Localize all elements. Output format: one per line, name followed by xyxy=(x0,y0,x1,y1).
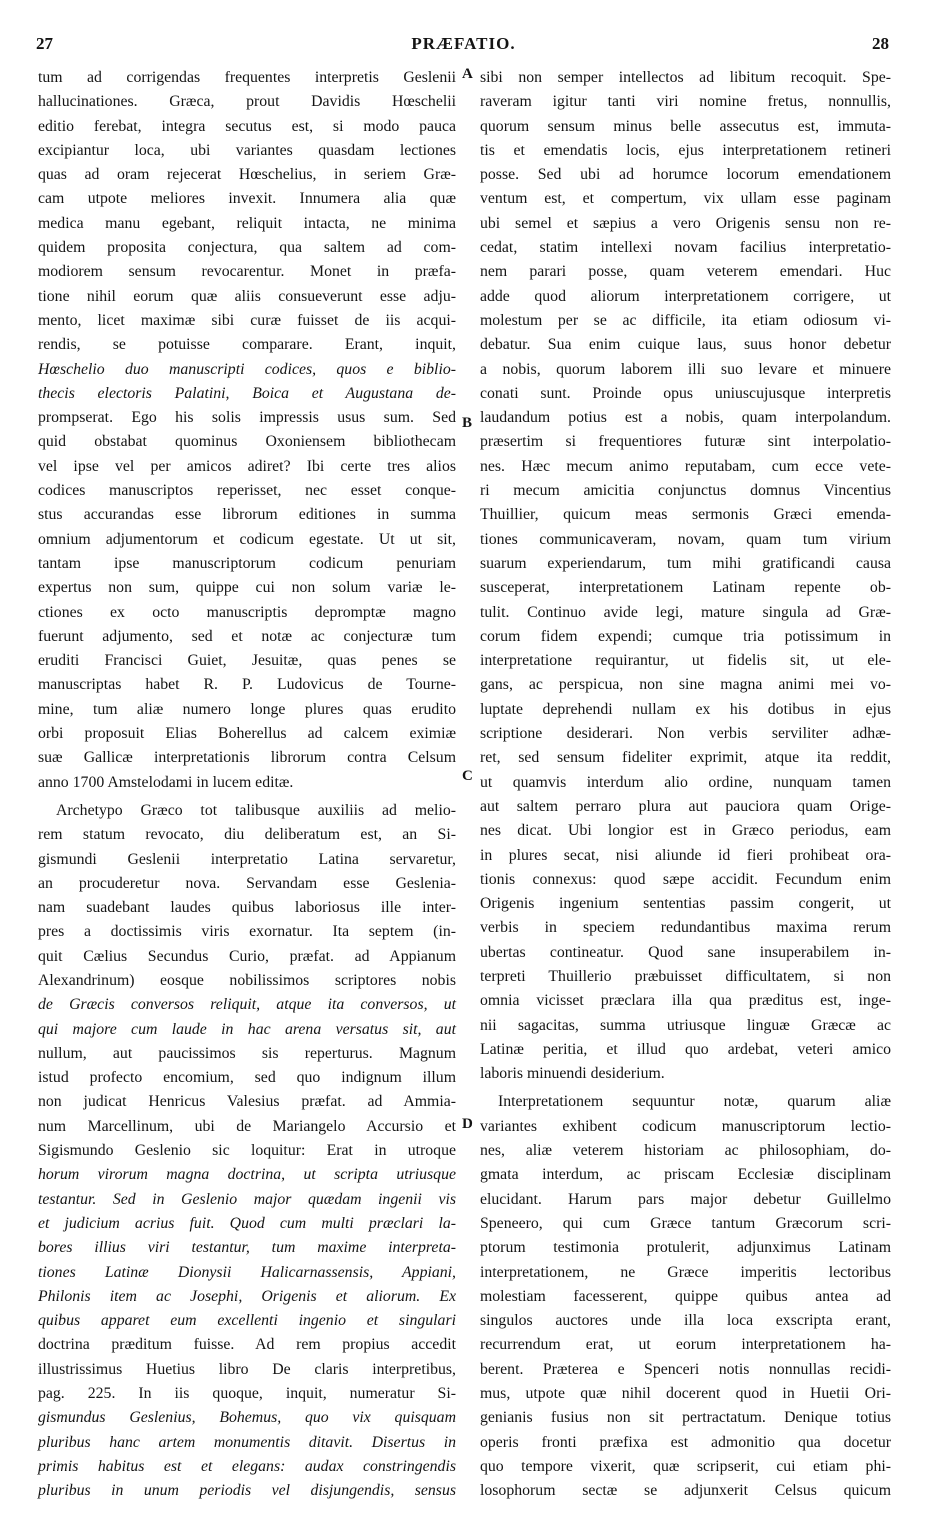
text-line: ret, sed sensum fideliter exprimit, atque ita reddit, xyxy=(480,749,891,767)
running-title: PRÆFATIO. xyxy=(411,34,516,53)
text-line: pluribus hanc artem monumentis ditavit. Disertus in xyxy=(38,1433,456,1451)
text-line: Alexandrinum) eosque nobilissimos scriptores nobis xyxy=(38,971,456,989)
text-line: illustrissimus Huetius libro De claris interpretibus, xyxy=(38,1360,456,1378)
text-line: non judicat Henricus Valesius præfat. ad Ammia- xyxy=(38,1093,456,1111)
text-line: debatur. Sua enim cuique laus, suus honor debetur xyxy=(480,336,891,354)
text-line: tulit. Continuo avide legi, mature singula ad Græ- xyxy=(480,603,891,621)
text-line: manuscriptas habet R. P. Ludovicus de Tourne- xyxy=(38,676,456,694)
page-number-left: 27 xyxy=(36,34,53,53)
text-line: prompserat. Ego his solis impressis usus sum. Sed xyxy=(38,409,456,427)
text-line: mus, utpote quæ nihil docerent quod in Huetii Ori- xyxy=(480,1385,891,1403)
text-line: singulos auctores unde illa loca exscripta erant, xyxy=(480,1312,891,1330)
text-line: orbi proposuit Elias Boherellus ad calcem eximiæ xyxy=(38,725,456,743)
text-line: quibus apparet eum excellenti ingenio et singulari xyxy=(38,1312,456,1330)
text-line: horum virorum magna doctrina, ut scripta utriusque xyxy=(38,1166,456,1184)
text-line: gismundus Geslenius, Bohemus, quo vix quisquam xyxy=(38,1409,456,1427)
text-line: nullum, aut paucissimos sis reperturus. Magnum xyxy=(38,1044,456,1062)
text-line: nii sagacitas, summa utriusque linguæ Græcæ ac xyxy=(480,1016,891,1034)
text-line: recurrendum erat, ut eorum interpretationem ha- xyxy=(480,1336,891,1354)
text-line: ctiones ex octo manuscriptis depromptæ magno xyxy=(38,603,456,621)
text-line: adde quod aliorum interpretationem corrigere, ut xyxy=(480,287,891,305)
text-line: ubi semel et sæpius a vero Origenis sensu non re- xyxy=(480,214,891,232)
text-line: num Marcellinum, ubi de Mariangelo Accursio et xyxy=(38,1117,456,1135)
text-line: gmata interdum, ac priscam Ecclesiæ disciplinam xyxy=(480,1166,891,1184)
margin-marker-c: C xyxy=(462,768,473,784)
text-line: Origenis ingenium sententias passim congerit, ut xyxy=(480,895,891,913)
text-line: quidem proposita conjectura, qua saltem ad com- xyxy=(38,239,456,257)
text-line: medica manu egebant, reliquit intacta, ne minima xyxy=(38,214,456,232)
text-line: laboris minuendi desiderium. xyxy=(480,1065,665,1083)
text-line: de Græcis conversos reliquit, atque ita conversos, ut xyxy=(38,996,456,1014)
text-line: qui majore cum laude in hac arena versatus sit, aut xyxy=(38,1020,456,1038)
text-line: vel ipse vel per amicos adiret? Ibi certe tres alios xyxy=(38,457,456,475)
text-line: tiones Latinæ Dionysii Halicarnassensis, Appiani, xyxy=(38,1263,456,1281)
text-line: conati sunt. Proinde opus uniuscujusque interpretis xyxy=(480,384,891,402)
text-line: nes dicat. Ubi longior est in Græco periodus, eam xyxy=(480,822,891,840)
text-line: rem statum revocato, diu deliberatum est, an Si- xyxy=(38,826,456,844)
text-line: præsertim si frequentiores futuræ sint interpolatio- xyxy=(480,433,891,451)
text-line: thecis electoris Palatini, Boica et Augustana de- xyxy=(38,384,456,402)
right-column xyxy=(480,66,891,1504)
text-line: nam suadebant laudes quibus laboriosus ille inter- xyxy=(38,899,456,917)
text-line: doctrina præditum fuisse. Ad rem propius accedit xyxy=(38,1336,456,1354)
text-line: operis fronti præfixa est admonitio qua docetur xyxy=(480,1433,891,1451)
text-line: quid obstabat quominus Oxoniensem bibliothecam xyxy=(38,433,456,451)
text-line: an procuderetur nova. Servandam esse Geslenia- xyxy=(38,874,456,892)
text-line: testantur. Sed in Geslenio major quædam ingenii vis xyxy=(38,1190,456,1208)
text-line: omnia vicisset præclara illa qua præditus est, inge- xyxy=(480,992,891,1010)
text-line: suarum experiendarum, tum mihi gratificandi causa xyxy=(480,554,891,572)
text-line: nes. Hæc mecum animo reputabam, cum ecce vete- xyxy=(480,457,891,475)
text-line: ut quamvis interdum alio ordine, nunquam tamen xyxy=(480,773,891,791)
text-line: berent. Præterea e Spenceri notis nonnullas recidi- xyxy=(480,1360,891,1378)
text-line: genianis fusius non sit pertractatum. Denique totius xyxy=(480,1409,891,1427)
text-line: nes, aliæ veterem historiam ac philosophiam, do- xyxy=(480,1142,891,1160)
text-line: suæ Gallicæ interpretationis librorum contra Celsum xyxy=(38,749,456,767)
text-line: istud profecto encomium, sed quo indignum illum xyxy=(38,1069,456,1087)
text-line: laudandum potius est a nobis, quam interpolandum. xyxy=(480,409,891,427)
text-line: losophorum sectæ se adjunxerit Celsus quicum xyxy=(480,1482,891,1500)
text-line: tis et emendatis locis, ejus interpretationem retineri xyxy=(480,141,891,159)
text-line: gismundi Geslenii interpretatio Latina servaretur, xyxy=(38,850,456,868)
text-line: Philonis item ac Josephi, Origenis et aliorum. Ex xyxy=(38,1287,456,1305)
text-line: pluribus in unum periodis vel disjungendis, sensus xyxy=(38,1482,456,1500)
text-line: Hœschelio duo manuscripti codices, quos e biblio- xyxy=(38,360,456,378)
text-line: in plures secat, nisi aliunde id fieri prohibeat ora- xyxy=(480,846,891,864)
text-line: bores illius viri testantur, tum maxime interpreta- xyxy=(38,1239,456,1257)
margin-marker-b: B xyxy=(462,415,473,431)
text-line: Interpretationem sequuntur notæ, quarum aliæ xyxy=(498,1093,891,1111)
margin-marker-a: A xyxy=(462,66,473,82)
text-line: ubertas contineatur. Quod sane insuperabilem in- xyxy=(480,943,891,961)
text-line: primis habitus est et elegans: audax constringendis xyxy=(38,1457,456,1475)
text-line: elucidant. Harum pars major debetur Guillelmo xyxy=(480,1190,891,1208)
text-line: a nobis, quorum laborem illi suo levare et minuere xyxy=(480,360,891,378)
text-line: excipiantur loca, ubi variantes quasdam lectiones xyxy=(38,141,456,159)
text-line: Latinæ peritia, et illud quo ardebat, veteri amico xyxy=(480,1040,891,1058)
text-line: anno 1700 Amstelodami in lucem editæ. xyxy=(38,773,294,791)
text-line: molestum per se ac difficile, ita etiam odiosum vi- xyxy=(480,311,891,329)
text-line: aut saltem perraro plura aut pauciora quam Orige- xyxy=(480,797,891,815)
text-line: quit Cælius Secundus Curio, præfat. ad Appianum xyxy=(38,947,456,965)
text-line: codices manuscriptos reperisset, nec esset conque- xyxy=(38,482,456,500)
text-line: quo tempore vixerit, quæ scripserit, cui etiam phi- xyxy=(480,1457,891,1475)
text-line: Archetypo Græco tot talibusque auxiliis ad melio- xyxy=(56,801,456,819)
text-line: modiorem sensum revocarentur. Monet in præfa- xyxy=(38,263,456,281)
text-line: et judicium acrius fuit. Quod cum multi præclari la- xyxy=(38,1214,456,1232)
text-line: interpretationem, ne Græce imperitis lectoribus xyxy=(480,1263,891,1281)
text-line: ri mecum amicitia conjunctus domnus Vincentius xyxy=(480,482,891,500)
text-line: luptate deprehendi nullam ex his dotibus in ejus xyxy=(480,700,891,718)
running-header xyxy=(0,34,927,58)
text-line: rendis, se potuisse comparare. Erant, inquit, xyxy=(38,336,456,354)
text-line: verbis in speciem redundantibus maxima rerum xyxy=(480,919,891,937)
text-line: eruditi Francisci Guiet, Jesuitæ, quas penes se xyxy=(38,652,456,670)
text-line: omnium adjumentorum et codicum egestate. Ut ut sit, xyxy=(38,530,456,548)
text-line: nem parari posse, quam veterem emendari. Huc xyxy=(480,263,891,281)
text-line: quorum sensum minus belle assecutus est, immuta- xyxy=(480,117,891,135)
text-line: posse. Sed ubi ad horumce locorum emendationem xyxy=(480,166,891,184)
text-line: molestiam facesserent, quippe quibus antea ad xyxy=(480,1287,891,1305)
text-line: cam utpote meliores invexit. Innumera alia quæ xyxy=(38,190,456,208)
text-line: mine, tum aliæ numero longe plures quas erudito xyxy=(38,700,456,718)
text-line: Speneero, qui cum Græce tantum Græcorum scri- xyxy=(480,1214,891,1232)
text-line: tionis connexus: quod sæpe accidit. Fecundum enim xyxy=(480,870,891,888)
text-line: expertus non sum, quippe cui non solum variæ le- xyxy=(38,579,456,597)
text-line: raveram igitur tanti viri nomine fretus, nonnullis, xyxy=(480,93,891,111)
text-line: terpreti Thuillerio præbuisset difficultatem, si non xyxy=(480,967,891,985)
left-column xyxy=(38,66,456,1504)
text-line: tiones communicaveram, novam, quam tum virium xyxy=(480,530,891,548)
text-line: hallucinationes. Græca, prout Davidis Hœschelii xyxy=(38,93,456,111)
margin-marker-d: D xyxy=(462,1116,473,1132)
text-line: cedat, statim intellexi novam facilius interpretatio- xyxy=(480,239,891,257)
text-line: variantes exhibent codicum manuscriptorum lectio- xyxy=(480,1117,891,1135)
text-line: ventum est, et compertum, vix ullam esse paginam xyxy=(480,190,891,208)
page-number-right: 28 xyxy=(872,34,889,53)
text-line: mento, licet maximæ sibi curæ fuisset de iis acqui- xyxy=(38,311,456,329)
text-line: stus accurandas esse librorum editiones in summa xyxy=(38,506,456,524)
text-line: tantam ipse manuscriptorum codicum penuriam xyxy=(38,554,456,572)
text-line: ptorum testimonia protulerit, adjunximus Latinam xyxy=(480,1239,891,1257)
text-line: interpretatione requirantur, ut fidelis sit, ut ele- xyxy=(480,652,891,670)
text-line: quas ad oram rejecerat Hœschelius, in seriem Græ- xyxy=(38,166,456,184)
text-line: pag. 225. In iis quoque, inquit, numeratur Si- xyxy=(38,1385,456,1403)
text-line: susceperat, interpretationem Latinam repente ob- xyxy=(480,579,891,597)
text-line: tum ad corrigendas frequentes interpretis Geslenii xyxy=(38,69,456,86)
text-line: Thuillier, quicum meas sermonis Græci emenda- xyxy=(480,506,891,524)
text-line: editio ferebat, integra secutus est, si modo pauca xyxy=(38,117,456,135)
text-line: corum fidem expendi; cumque tria potissimum in xyxy=(480,627,891,645)
text-line: pres a doctissimis viris exornatur. Ita septem (in- xyxy=(38,923,456,941)
text-line: tione nihil eorum quæ aliis consueverunt esse adju- xyxy=(38,287,456,305)
text-line: fuerunt adjumento, sed et notæ ac conjecturæ tum xyxy=(38,627,456,645)
text-line: gans, ac perspicua, non sine magna animi mei vo- xyxy=(480,676,891,694)
text-line: scriptione desiderari. Non verbis serviliter adhæ- xyxy=(480,725,891,743)
text-line: Sigismundo Geslenio sic loquitur: Erat in utroque xyxy=(38,1142,456,1160)
text-line: sibi non semper intellectos ad libitum recoquit. Spe- xyxy=(480,69,891,86)
